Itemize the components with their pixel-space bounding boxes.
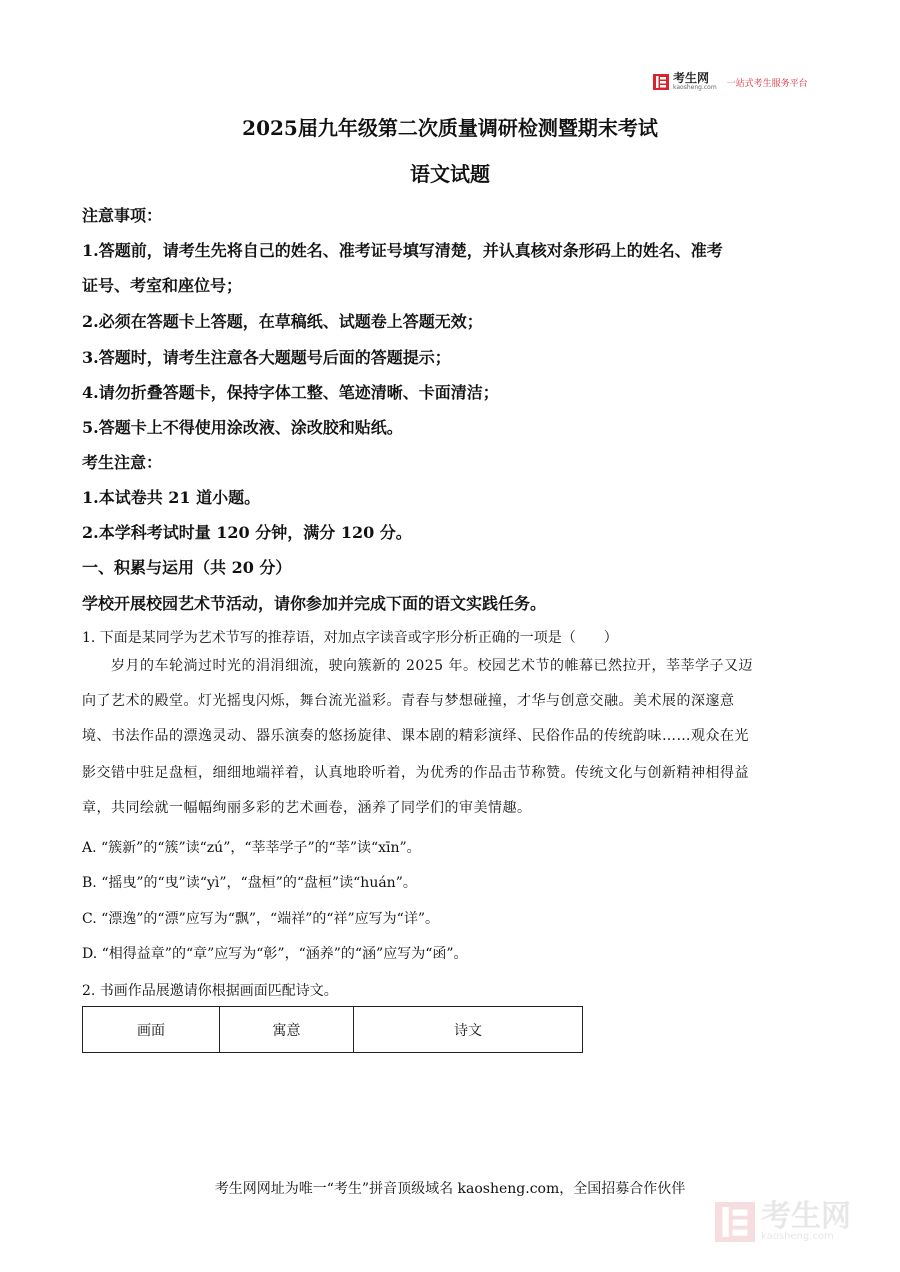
option-b: B. “摇曳”的“曳”读“yì”，“盘桓”的“盘桓”读“huán”。 [82,875,417,891]
notice-item: 证号、考室和座位号； [82,276,243,295]
kaosheng-logo-icon [653,74,669,90]
watermark-domain: kaosheng.com [761,1231,834,1242]
logo-slogan: 一站式考生服务平台 [726,79,808,89]
watermark [715,1199,851,1242]
notice-item: 2.必须在答题卡上答题，在草稿纸、试题卷上答题无效； [82,312,483,331]
option-a: A. “簇新”的“簇”读“zú”，“莘莘学子”的“莘”读“xīn”。 [82,840,421,856]
logo-domain: kaosheng.com [673,84,717,91]
passage-line: 影交错中驻足盘桓，细细地端祥着，认真地聆听着，为优秀的作品击节称赞。传统文化与创新精神相得益 [82,765,749,781]
question-2-stem: 2. 书画作品展邀请你根据画面匹配诗文。 [82,983,338,999]
option-c: C. “漂逸”的“漂”应写为“飘”，“端祥”的“祥”应写为“详”。 [82,911,439,927]
passage-line: 章，共同绘就一幅幅绚丽多彩的艺术画卷，涵养了同学们的审美情趣。 [82,800,532,816]
notice-item: 5.答题卡上不得使用涂改液、涂改胶和贴纸。 [82,418,403,437]
passage-line: 向了艺术的殿堂。灯光摇曳闪烁，舞台流光溢彩。青春与梦想碰撞，才华与创意交融。美术展的深邃意 [82,693,735,709]
section-heading: 一、积累与运用（共 20 分） [82,558,292,577]
passage-line: 境、书法作品的漂逸灵动、器乐演奏的悠扬旋律、课本剧的精彩演绎、民俗作品的传统韵味……观众在光 [82,728,749,744]
passage-line: 岁月的车轮淌过时光的涓涓细流，驶向簇新的 2025 年。校园艺术节的帷幕已然拉开，莘莘学子又迈 [82,658,754,674]
poetry-match-table [82,1006,583,1053]
watermark-logo-icon [715,1202,755,1242]
option-d: D. “相得益章”的“章”应写为“彰”，“涵养”的“涵”应写为“函”。 [82,946,468,962]
candidate-notice-heading: 考生注意： [82,453,163,472]
candidate-notice-item: 1.本试卷共 21 道小题。 [82,488,261,507]
logo-name: 考生网 [673,71,710,85]
exam-title: 2025届九年级第二次质量调研检测暨期末考试 [242,116,658,140]
notice-item: 4.请勿折叠答题卡，保持字体工整、笔迹清晰、卡面清洁； [82,383,499,402]
notice-heading: 注意事项： [82,206,163,225]
question-1-stem: 1. 下面是某同学为艺术节写的推荐语，对加点字读音或字形分析正确的一项是（ ） [82,630,618,646]
notice-item: 3.答题时，请考生注意各大题题号后面的答题提示； [82,348,451,367]
exam-subtitle: 语文试题 [410,162,490,186]
table-header-cell: 画面 [83,1007,220,1052]
notice-item: 1.答题前，请考生先将自己的姓名、准考证号填写清楚，并认真核对条形码上的姓名、准考 [82,241,723,260]
watermark-name: 考生网 [761,1199,851,1234]
page-footer: 考生网网址为唯一“考生”拼音顶级域名 kaosheng.com，全国招募合作伙伴 [214,1181,686,1197]
section-intro: 学校开展校园艺术节活动，请你参加并完成下面的语文实践任务。 [82,594,547,613]
header-logo [653,72,808,91]
table-header-cell: 寓意 [220,1007,354,1052]
table-header-cell: 诗文 [454,1022,482,1039]
candidate-notice-item: 2.本学科考试时量 120 分钟，满分 120 分。 [82,523,412,542]
